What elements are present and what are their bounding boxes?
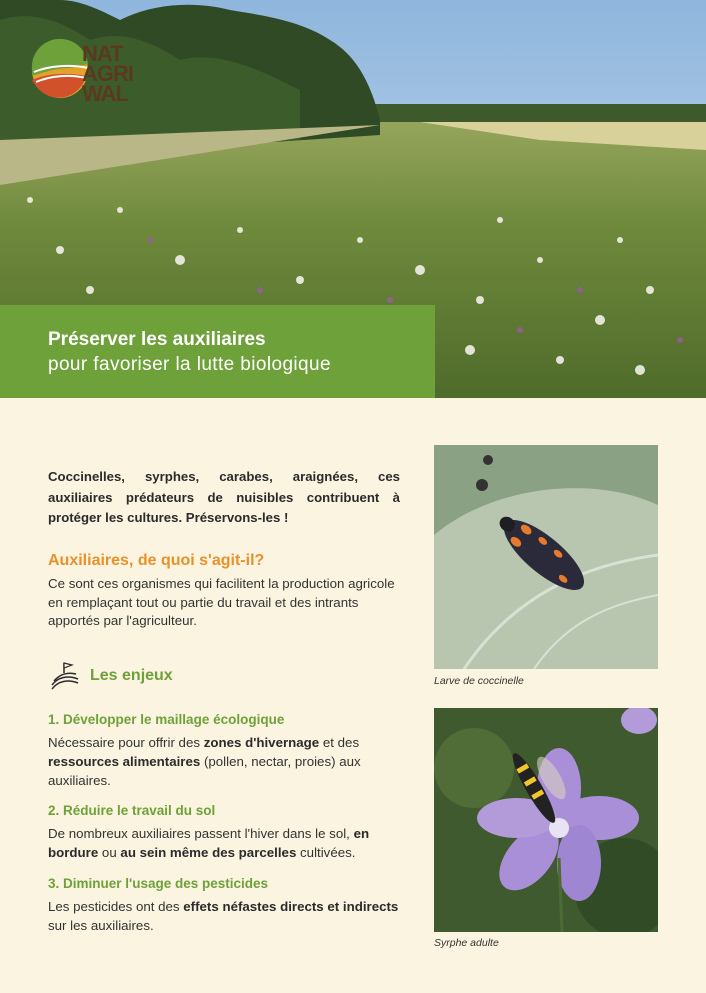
section-heading: Auxiliaires, de quoi s'agit-il? — [48, 552, 265, 569]
logo-line-2: AGRI — [82, 61, 133, 86]
title-banner — [0, 305, 435, 398]
banner-title: Préserver les auxiliaires — [48, 329, 266, 350]
hoverfly-photo — [434, 708, 658, 932]
item-2-text: De nombreux auxiliaires passent l'hiver dans le sol, en bordure ou au sein même des parcelles cultivées. — [48, 826, 370, 860]
item-3-title: 3. Diminuer l'usage des pesticides — [48, 876, 269, 891]
intro-paragraph: Coccinelles, syrphes, carabes, araignées, ces auxiliaires prédateurs de nuisibles contribuent à protéger les cultures. Préservons-les ! — [48, 469, 400, 525]
banner-subtitle: pour favoriser la lutte biologique — [48, 354, 331, 375]
photo-1-caption: Larve de coccinelle — [434, 675, 524, 687]
section-paragraph: Ce sont ces organismes qui facilitent la production agricole en remplaçant tout ou partie du travail et des intrants apportés par l'agriculteur. — [48, 576, 395, 628]
ladybird-larva-photo — [434, 445, 658, 669]
logo-wordmark — [82, 41, 154, 106]
enjeux-heading: Les enjeux — [90, 667, 173, 684]
photo-2-caption: Syrphe adulte — [434, 937, 499, 949]
item-3-text: Les pesticides ont des effets néfastes directs et indirects sur les auxiliaires. — [48, 899, 399, 933]
field-flag-icon — [50, 661, 80, 691]
logo-line-3: WAL — [82, 81, 128, 106]
item-1-title: 1. Développer le maillage écologique — [48, 712, 285, 727]
logo-line-1: NAT — [82, 41, 123, 66]
item-1-text: Nécessaire pour offrir des zones d'hivernage et des ressources alimentaires (pollen, nectar, proies) aux auxiliaires. — [48, 735, 361, 788]
item-2-title: 2. Réduire le travail du sol — [48, 803, 216, 818]
